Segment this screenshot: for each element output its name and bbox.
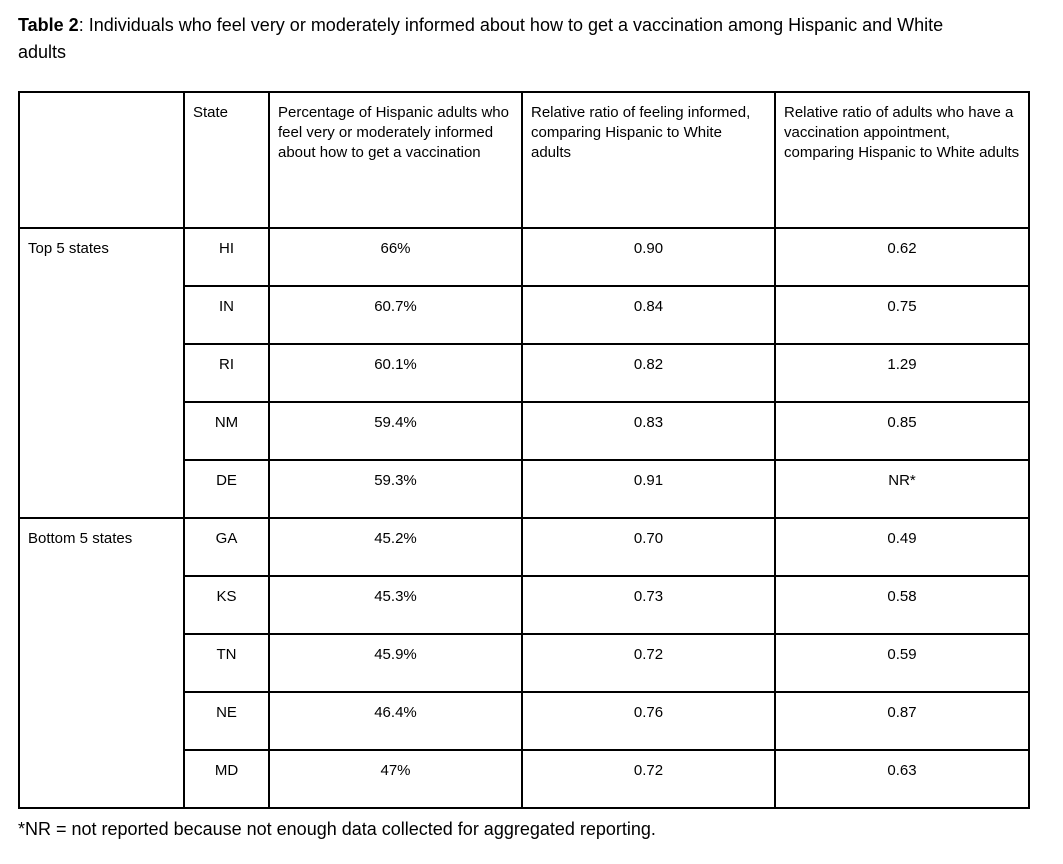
pct-cell: 45.2% [269, 518, 522, 576]
ratio-appointment-cell: 0.59 [775, 634, 1029, 692]
pct-cell: 47% [269, 750, 522, 808]
state-cell: IN [184, 286, 269, 344]
table-title-text: : Individuals who feel very or moderately informed about how to get a vaccination among Hispanic and White adults [18, 15, 944, 62]
pct-cell: 66% [269, 228, 522, 286]
ratio-appointment-cell: 0.49 [775, 518, 1029, 576]
table-title-label: Table 2 [18, 15, 79, 35]
header-cell-state: State [184, 92, 269, 228]
ratio-informed-cell: 0.91 [522, 460, 775, 518]
state-cell: HI [184, 228, 269, 286]
header-cell-percentage: Percentage of Hispanic adults who feel very or moderately informed about how to get a vaccination [269, 92, 522, 228]
state-cell: RI [184, 344, 269, 402]
state-cell: TN [184, 634, 269, 692]
pct-cell: 60.1% [269, 344, 522, 402]
state-cell: MD [184, 750, 269, 808]
ratio-informed-cell: 0.83 [522, 402, 775, 460]
ratio-informed-cell: 0.82 [522, 344, 775, 402]
ratio-appointment-cell: NR* [775, 460, 1029, 518]
pct-cell: 60.7% [269, 286, 522, 344]
pct-cell: 45.3% [269, 576, 522, 634]
ratio-appointment-cell: 0.63 [775, 750, 1029, 808]
vaccination-informed-table [18, 91, 1030, 809]
pct-cell: 45.9% [269, 634, 522, 692]
pct-cell: 46.4% [269, 692, 522, 750]
header-row [19, 92, 1029, 228]
ratio-informed-cell: 0.70 [522, 518, 775, 576]
state-cell: DE [184, 460, 269, 518]
state-cell: NM [184, 402, 269, 460]
header-cell-ratio-informed: Relative ratio of feeling informed, comparing Hispanic to White adults [522, 92, 775, 228]
ratio-appointment-cell: 0.75 [775, 286, 1029, 344]
table-row [19, 228, 1029, 286]
ratio-informed-cell: 0.72 [522, 634, 775, 692]
ratio-informed-cell: 0.72 [522, 750, 775, 808]
ratio-appointment-cell: 0.58 [775, 576, 1029, 634]
table-title [18, 12, 983, 66]
table-footnote: *NR = not reported because not enough data collected for aggregated reporting. [18, 819, 656, 839]
ratio-informed-cell: 0.90 [522, 228, 775, 286]
group-label-cell-bottom5: Bottom 5 states [19, 518, 184, 808]
pct-cell: 59.3% [269, 460, 522, 518]
ratio-appointment-cell: 0.85 [775, 402, 1029, 460]
ratio-appointment-cell: 1.29 [775, 344, 1029, 402]
header-cell-ratio-appointment: Relative ratio of adults who have a vaccination appointment, comparing Hispanic to White adults [775, 92, 1029, 228]
corner-cell [19, 92, 184, 228]
ratio-informed-cell: 0.84 [522, 286, 775, 344]
table-row [19, 518, 1029, 576]
state-cell: KS [184, 576, 269, 634]
state-cell: NE [184, 692, 269, 750]
group-label-cell-top5: Top 5 states [19, 228, 184, 518]
ratio-informed-cell: 0.73 [522, 576, 775, 634]
ratio-informed-cell: 0.76 [522, 692, 775, 750]
ratio-appointment-cell: 0.87 [775, 692, 1029, 750]
ratio-appointment-cell: 0.62 [775, 228, 1029, 286]
state-cell: GA [184, 518, 269, 576]
pct-cell: 59.4% [269, 402, 522, 460]
